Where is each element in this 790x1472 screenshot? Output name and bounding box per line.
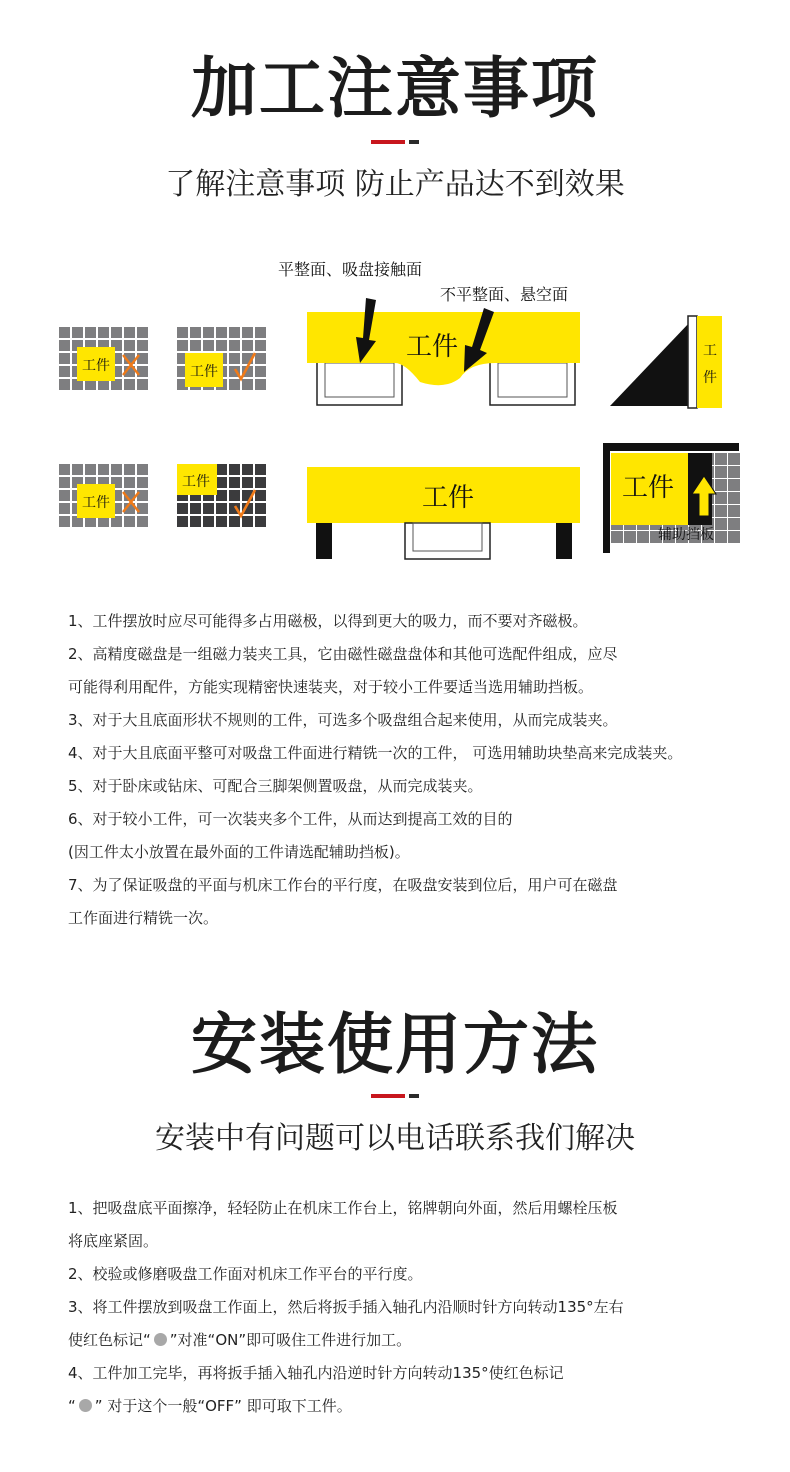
- magnetic-pole-cell: [715, 453, 727, 465]
- magnetic-pole-cell: [216, 503, 227, 514]
- section1-title: 加工注意事项: [191, 50, 599, 127]
- magnetic-grid-1: [59, 327, 148, 390]
- magnetic-pole-cell: [216, 516, 227, 527]
- magnetic-pole-cell: [137, 379, 148, 390]
- workpiece-label: 工件: [405, 332, 459, 362]
- raised-workpiece-diagram: [307, 467, 580, 559]
- magnetic-pole-cell: [137, 503, 148, 514]
- auxiliary-baffle-diagram: [603, 443, 740, 553]
- magnetic-pole-cell: [177, 340, 188, 351]
- magnetic-pole-cell: [59, 327, 70, 338]
- auxiliary-baffle-label: 辅助挡板: [658, 527, 714, 543]
- workpiece-label-vertical: 件: [703, 370, 717, 386]
- section2-divider: [371, 1094, 419, 1098]
- magnetic-pole-cell: [59, 340, 70, 351]
- magnetic-pole-cell: [229, 477, 240, 488]
- flat-contact-label: 平整面、吸盘接触面: [278, 260, 423, 279]
- magnetic-pole-cell: [611, 531, 623, 543]
- note-line: 可能得利用配件，方能实现精密快速装夹，对于较小工件要适当选用辅助挡板。: [68, 678, 594, 696]
- magnetic-pole-cell: [229, 464, 240, 475]
- workpiece-placement-diagram: [0, 250, 790, 570]
- note-line: (因工件太小放置在最外面的工件请选配辅助挡板)。: [68, 843, 410, 861]
- step-line: 1、把吸盘底平面擦净，轻轻防止在机床工作台上，铭牌朝向外面，然后用螺栓压板: [68, 1199, 618, 1217]
- magnetic-pole-cell: [242, 516, 253, 527]
- magnetic-pole-cell: [229, 353, 240, 364]
- workpiece-label: 工件: [190, 364, 218, 380]
- magnetic-pole-cell: [203, 516, 214, 527]
- magnetic-pole-cell: [137, 327, 148, 338]
- magnetic-pole-cell: [229, 327, 240, 338]
- magnetic-pole-cell: [255, 353, 266, 364]
- magnetic-pole-cell: [98, 464, 109, 475]
- note-line: 4、对于大且底面平整可对吸盘工件面进行精铣一次的工件， 可选用辅助块垫高来完成装夹。: [68, 744, 683, 762]
- magnetic-pole-cell: [728, 479, 740, 491]
- section2-title: 安装使用方法: [191, 1006, 599, 1083]
- magnetic-pole-cell: [229, 340, 240, 351]
- magnetic-pole-cell: [255, 340, 266, 351]
- magnetic-pole-cell: [98, 327, 109, 338]
- magnetic-pole-cell: [255, 327, 266, 338]
- magnetic-pole-cell: [177, 503, 188, 514]
- magnetic-pole-cell: [124, 477, 135, 488]
- magnetic-grid-3: [59, 464, 148, 527]
- magnetic-pole-cell: [203, 340, 214, 351]
- magnetic-pole-cell: [229, 379, 240, 390]
- workpiece-label: 工件: [621, 473, 675, 503]
- magnetic-pole-cell: [190, 327, 201, 338]
- step-line: 将底座紧固。: [68, 1232, 159, 1250]
- magnetic-pole-cell: [111, 327, 122, 338]
- note-line: 2、高精度磁盘是一组磁力装夹工具，它由磁性磁盘盘体和其他可选配件组成，应尽: [68, 645, 618, 663]
- magnetic-pole-cell: [242, 379, 253, 390]
- magnetic-pole-cell: [203, 327, 214, 338]
- note-line: 1、工件摆放时应尽可能得多占用磁极，以得到更大的吸力，而不要对齐磁极。: [68, 612, 588, 630]
- magnetic-pole-cell: [255, 477, 266, 488]
- magnetic-pole-cell: [59, 464, 70, 475]
- magnetic-pole-cell: [728, 505, 740, 517]
- magnetic-pole-cell: [715, 479, 727, 491]
- note-line: 7、为了保证吸盘的平面与机床工作台的平行度，在吸盘安装到位后，用户可在磁盘: [68, 876, 618, 894]
- section1-subtitle: 了解注意事项 防止产品达不到效果: [165, 167, 625, 202]
- workpiece-label: 工件: [82, 358, 110, 374]
- suction-contact-diagram: [278, 260, 580, 405]
- note-line: 工作面进行精铣一次。: [68, 909, 219, 927]
- precautions-list: [68, 605, 768, 935]
- note-line: 5、对于卧床或钻床、可配合三脚架侧置吸盘，从而完成装夹。: [68, 777, 483, 795]
- magnetic-pole-cell: [124, 464, 135, 475]
- magnetic-pole-cell: [229, 490, 240, 501]
- magnetic-pole-cell: [715, 518, 727, 530]
- magnetic-grid-2: [177, 327, 266, 390]
- tripod-side-mount-diagram: [610, 316, 722, 408]
- step-line: 4、工件加工完毕，再将扳手插入轴孔内沿逆时针方向转动135°使红色标记: [68, 1364, 564, 1382]
- magnetic-pole-cell: [124, 516, 135, 527]
- workpiece-label: 工件: [421, 483, 475, 513]
- magnetic-pole-cell: [72, 464, 83, 475]
- magnetic-pole-cell: [59, 353, 70, 364]
- magnetic-pole-cell: [728, 453, 740, 465]
- magnetic-pole-cell: [85, 464, 96, 475]
- magnetic-pole-cell: [85, 327, 96, 338]
- magnetic-pole-cell: [137, 353, 148, 364]
- red-mark-circle-icon: [79, 1399, 92, 1412]
- magnetic-pole-cell: [637, 531, 649, 543]
- magnetic-grid-4: [177, 464, 266, 527]
- magnetic-pole-cell: [137, 340, 148, 351]
- step-line: 3、将工件摆放到吸盘工作面上，然后将扳手插入轴孔内沿顺时针方向转动135°左右: [68, 1298, 624, 1316]
- magnetic-pole-cell: [242, 327, 253, 338]
- magnetic-pole-cell: [255, 503, 266, 514]
- uneven-label: 不平整面、悬空面: [440, 285, 569, 304]
- magnetic-pole-cell: [216, 340, 227, 351]
- magnetic-pole-cell: [216, 327, 227, 338]
- magnetic-pole-cell: [177, 516, 188, 527]
- magnetic-pole-cell: [59, 490, 70, 501]
- magnetic-pole-cell: [728, 531, 740, 543]
- magnetic-pole-cell: [190, 340, 201, 351]
- magnetic-pole-cell: [715, 531, 727, 543]
- magnetic-pole-cell: [216, 477, 227, 488]
- magnetic-pole-cell: [242, 464, 253, 475]
- note-line: 3、对于大且底面形状不规则的工件，可选多个吸盘组合起来使用，从而完成装夹。: [68, 711, 618, 729]
- magnetic-pole-cell: [137, 464, 148, 475]
- magnetic-pole-cell: [728, 518, 740, 530]
- step-line: 使红色标记“ ”对准“ON”即可吸住工件进行加工。: [68, 1331, 412, 1349]
- magnetic-pole-cell: [124, 327, 135, 338]
- magnetic-pole-cell: [624, 531, 636, 543]
- magnetic-pole-cell: [190, 516, 201, 527]
- workpiece-label: 工件: [182, 474, 210, 490]
- magnetic-pole-cell: [242, 340, 253, 351]
- magnetic-pole-cell: [190, 503, 201, 514]
- magnetic-pole-cell: [59, 503, 70, 514]
- magnetic-pole-cell: [59, 379, 70, 390]
- magnetic-pole-cell: [137, 477, 148, 488]
- magnetic-pole-cell: [728, 466, 740, 478]
- magnetic-pole-cell: [728, 492, 740, 504]
- section1-divider: [371, 140, 419, 144]
- magnetic-pole-cell: [59, 366, 70, 377]
- magnetic-pole-cell: [124, 379, 135, 390]
- magnetic-pole-cell: [124, 340, 135, 351]
- step-line: 2、校验或修磨吸盘工作面对机床工作平台的平行度。: [68, 1265, 423, 1283]
- magnetic-pole-cell: [255, 464, 266, 475]
- note-line: 6、对于较小工件，可一次装夹多个工件，从而达到提高工效的目的: [68, 810, 513, 828]
- magnetic-pole-cell: [72, 327, 83, 338]
- magnetic-pole-cell: [137, 490, 148, 501]
- magnetic-pole-cell: [229, 516, 240, 527]
- workpiece-label: 工件: [82, 495, 110, 511]
- magnetic-pole-cell: [255, 379, 266, 390]
- section2-subtitle: 安装中有问题可以电话联系我们解决: [155, 1121, 635, 1156]
- magnetic-pole-cell: [255, 516, 266, 527]
- magnetic-pole-cell: [216, 490, 227, 501]
- magnetic-pole-cell: [255, 366, 266, 377]
- magnetic-pole-cell: [137, 516, 148, 527]
- magnetic-pole-cell: [715, 492, 727, 504]
- magnetic-pole-cell: [715, 505, 727, 517]
- magnetic-pole-cell: [203, 503, 214, 514]
- magnetic-pole-cell: [242, 477, 253, 488]
- workpiece-label-vertical: 工: [703, 343, 717, 359]
- magnetic-pole-cell: [111, 464, 122, 475]
- magnetic-pole-cell: [715, 466, 727, 478]
- magnetic-pole-cell: [177, 327, 188, 338]
- step-line: “ ” 对于这个一般“OFF” 即可取下工件。: [68, 1397, 352, 1415]
- red-mark-circle-icon: [154, 1333, 167, 1346]
- installation-steps: [68, 1192, 768, 1423]
- magnetic-pole-cell: [216, 464, 227, 475]
- magnetic-pole-cell: [59, 516, 70, 527]
- magnetic-pole-cell: [255, 490, 266, 501]
- magnetic-pole-cell: [137, 366, 148, 377]
- magnetic-pole-cell: [59, 477, 70, 488]
